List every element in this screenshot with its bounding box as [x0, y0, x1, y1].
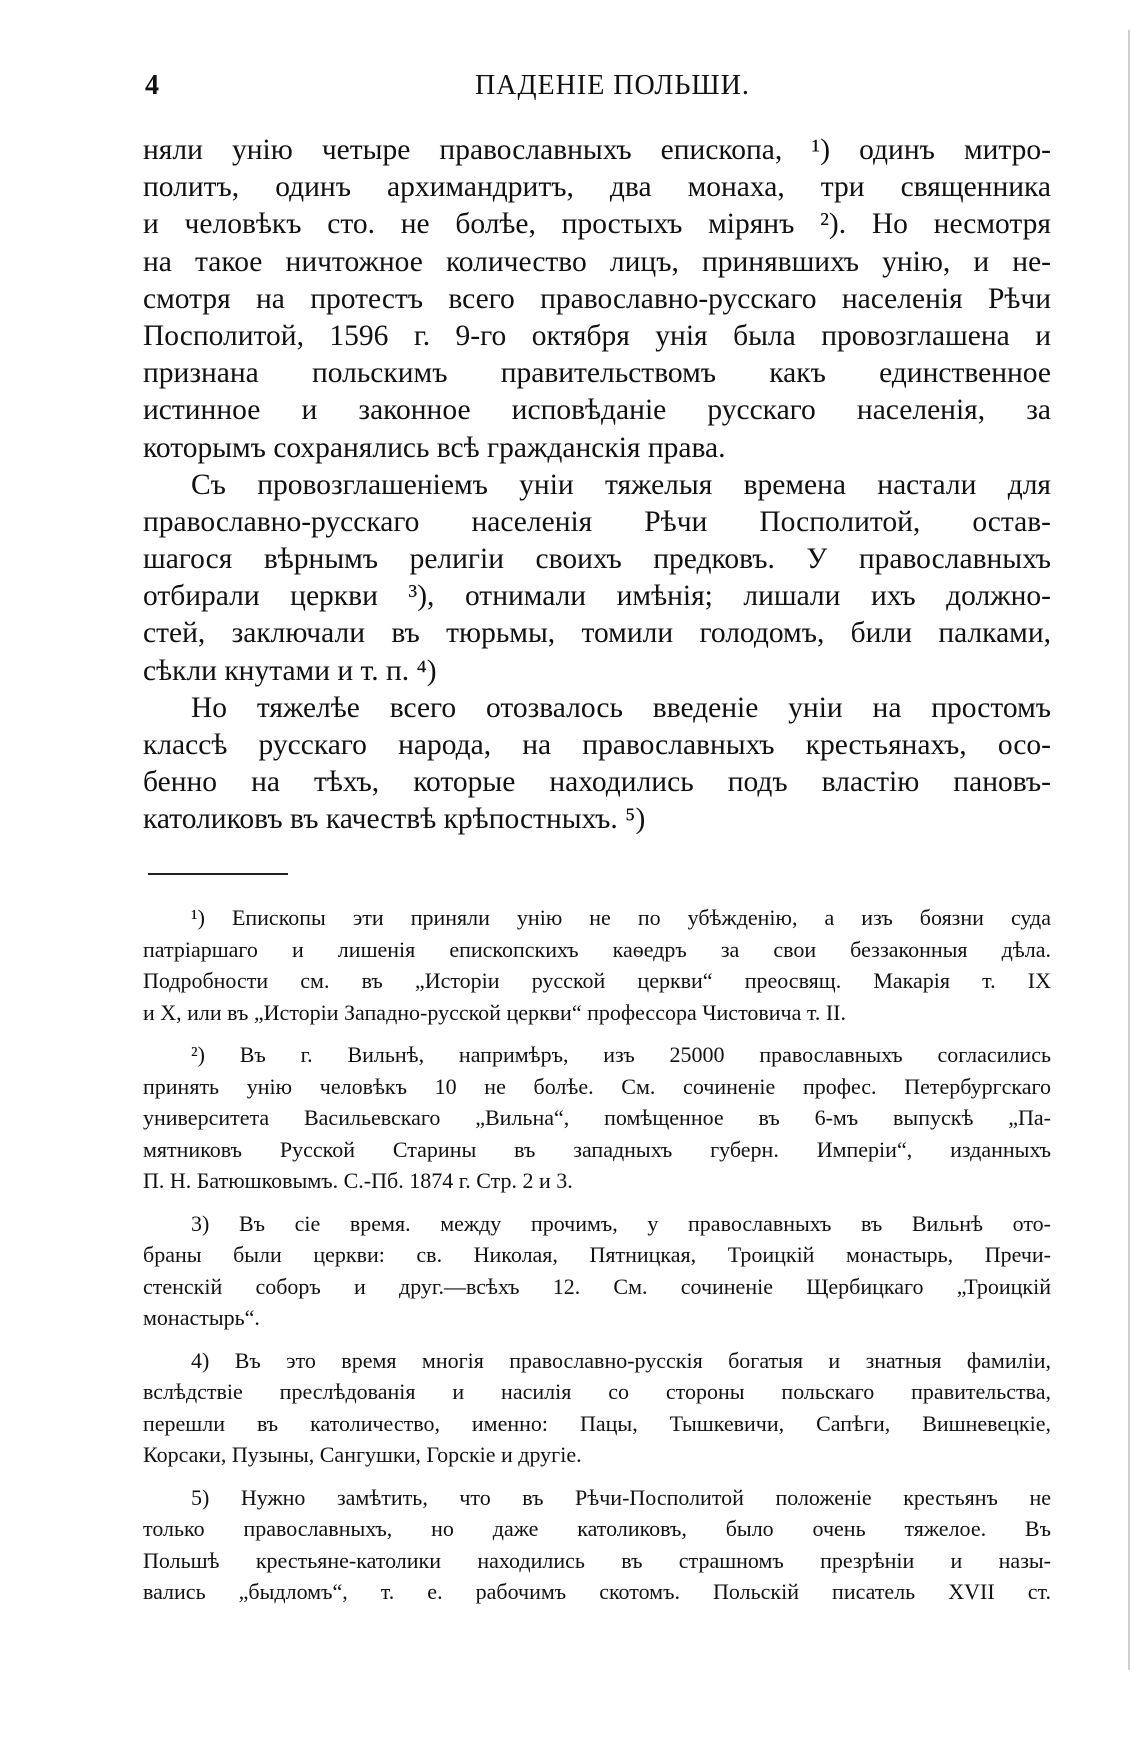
text-line: сѣкли кнутами и т. п. ⁴) [143, 654, 437, 687]
footnote-line: ¹) Епископы эти приняли унію не по убѣжденію, а изъ боязни суда [191, 905, 1051, 930]
running-title: ПАДЕНІЕ ПОЛЬШИ. [475, 70, 750, 101]
text-line: на такое ничтожное количество лицъ, принявшихъ унію, и не- [143, 245, 1051, 278]
footnote-5 [143, 1482, 1051, 1608]
footnote-line: университета Васильевскаго „Вильна“, помѣщенное въ 6-мъ выпускѣ „Па- [143, 1105, 1051, 1130]
footnote-line: Польшѣ крестьяне-католики находились въ страшномъ презрѣніи и назы- [143, 1547, 1051, 1573]
text-line: политъ, одинъ архимандритъ, два монаха, три священника [143, 171, 1051, 204]
footnote-line: только православныхъ, но даже католиковъ, было очень тяжелое. Въ [143, 1516, 1051, 1541]
text-line: шагося вѣрнымъ религіи своихъ предковъ. У православныхъ [143, 543, 1051, 576]
footnote-4 [143, 1345, 1051, 1471]
paragraph-3 [143, 690, 1051, 839]
footnote-line: Корсаки, Пузыны, Сангушки, Горскіе и другіе. [143, 1442, 582, 1467]
footnote-line: и X, или въ „Исторіи Западно-русской церкви“ профессора Чистовича т. II. [143, 999, 846, 1025]
footnote-line: ²) Въ г. Вильнѣ, напримѣръ, изъ 25000 православныхъ согласились [191, 1042, 1051, 1067]
text-line: католиковъ въ качествѣ крѣпостныхъ. ⁵) [143, 803, 646, 836]
footnotes [143, 902, 1051, 1608]
text-line: истинное и законное исповѣданіе русскаго населенія, за [143, 394, 1051, 427]
footnote-line: 5) Нужно замѣтить, что въ Рѣчи-Посполитой положеніе крестьянъ не [191, 1484, 1051, 1510]
text-line: Съ провозглашеніемъ уніи тяжелыя времена настали для [191, 468, 1051, 501]
text-line: православно-русскаго населенія Рѣчи Посполитой, остав- [143, 505, 1051, 538]
text-line: классѣ русскаго народа, на православныхъ крестьянахъ, осо- [143, 729, 1051, 761]
footnote-line: принять унію человѣкъ 10 не болѣе. См. сочиненіе профес. Петербургскаго [143, 1073, 1051, 1099]
footnote-line: браны были церкви: св. Николая, Пятницкая, Троицкій монастырь, Пречи- [143, 1242, 1051, 1267]
footnote-line: вслѣдствіе преслѣдованія и насилія со стороны польскаго правительства, [143, 1379, 1051, 1404]
footnote-line: монастырь“. [143, 1305, 260, 1330]
footnote-2 [143, 1039, 1051, 1197]
footnote-1 [143, 902, 1051, 1028]
page-header [145, 70, 765, 110]
text-line: которымъ сохранялись всѣ гражданскія права. [143, 431, 726, 464]
text-line: Посполитой, 1596 г. 9-го октября унія была провозглашена и [143, 319, 1051, 352]
footnote-line: П. Н. Батюшковымъ. С.-Пб. 1874 г. Стр. 2 и 3. [143, 1168, 573, 1193]
text-line: бенно на тѣхъ, которые находились подъ властію пановъ- [143, 766, 1051, 799]
footnote-line: 3) Въ сіе время. между прочимъ, у православныхъ въ Вильнѣ ото- [191, 1210, 1051, 1236]
text-line: и человѣкъ сто. не болѣе, простыхъ мірянъ ²). Но несмотря [143, 208, 1051, 241]
footnote-3 [143, 1208, 1051, 1334]
footnote-line: 4) Въ это время многія православно-русскія богатыя и знатныя фамиліи, [191, 1347, 1051, 1373]
text-line: Но тяжелѣе всего отозвалось введеніе уніи на простомъ [191, 691, 1051, 724]
paragraph-2 [143, 467, 1051, 690]
text-line: смотря на протестъ всего православно-русскаго населенія Рѣчи [143, 282, 1051, 315]
footnote-line: перешли въ католичество, именно: Пацы, Тышкевичи, Сапѣги, Вишневецкіе, [143, 1410, 1051, 1436]
text-line: признана польскимъ правительствомъ какъ единственное [143, 357, 1051, 390]
footnote-line: мятниковъ Русской Старины въ западныхъ губерн. Имперіи“, изданныхъ [143, 1136, 1051, 1162]
footnote-line: стенскій соборъ и друг.—всѣхъ 12. См. сочиненіе Щербицкаго „Троицкій [143, 1273, 1051, 1299]
paragraph-1 [143, 132, 1051, 467]
main-text [143, 132, 1051, 839]
page-edge-shadow [1128, 30, 1130, 1670]
text-line: стей, заключали въ тюрьмы, томили голодомъ, били палками, [143, 617, 1051, 650]
text-line: отбирали церкви ³), отнимали имѣнія; лишали ихъ должно- [143, 580, 1051, 613]
footnote-line: патріаршаго и лишенія епископскихъ каѳедръ за свои беззаконныя дѣла. [143, 936, 1051, 962]
text-line: няли унію четыре православныхъ епископа, ¹) одинъ митро- [143, 134, 1051, 166]
footnote-line: вались „быдломъ“, т. е. рабочимъ скотомъ. Польскій писатель XVII ст. [143, 1579, 1051, 1604]
page-number: 4 [145, 70, 159, 101]
footnote-separator [148, 873, 288, 875]
footnote-line: Подробности см. въ „Исторіи русской церкви“ преосвящ. Макарія т. IX [143, 968, 1051, 993]
